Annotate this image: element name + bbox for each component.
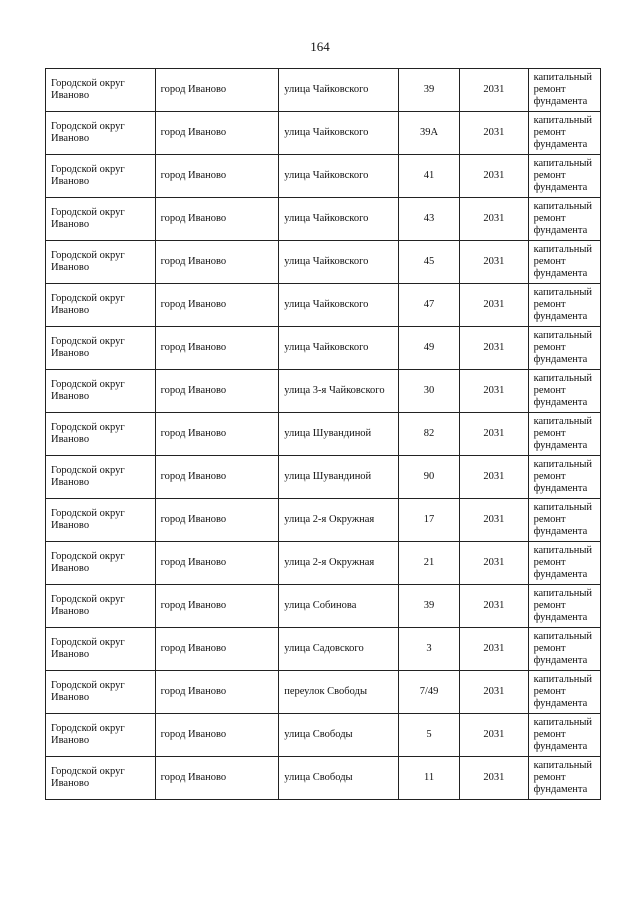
work-type-cell: капитальный ремонт фундамента — [528, 69, 600, 112]
table-row — [46, 757, 601, 800]
year-cell: 2031 — [460, 198, 528, 241]
city-cell: город Иваново — [155, 327, 279, 370]
year-cell: 2031 — [460, 370, 528, 413]
year-cell: 2031 — [460, 69, 528, 112]
district-cell: Городской округ Иваново — [46, 456, 156, 499]
house-number-cell: 21 — [398, 542, 459, 585]
district-cell: Городской округ Иваново — [46, 241, 156, 284]
year-cell: 2031 — [460, 671, 528, 714]
work-type-cell: капитальный ремонт фундамента — [528, 284, 600, 327]
street-cell: улица Чайковского — [279, 112, 399, 155]
house-number-cell: 39А — [398, 112, 459, 155]
house-number-cell: 47 — [398, 284, 459, 327]
street-cell: улица 2-я Окружная — [279, 542, 399, 585]
table-row — [46, 585, 601, 628]
city-cell: город Иваново — [155, 628, 279, 671]
district-cell: Городской округ Иваново — [46, 284, 156, 327]
table-row — [46, 671, 601, 714]
house-number-cell: 43 — [398, 198, 459, 241]
work-type-cell: капитальный ремонт фундамента — [528, 628, 600, 671]
work-type-cell: капитальный ремонт фундамента — [528, 585, 600, 628]
house-number-cell: 82 — [398, 413, 459, 456]
table-row — [46, 714, 601, 757]
house-number-cell: 11 — [398, 757, 459, 800]
year-cell: 2031 — [460, 284, 528, 327]
work-type-cell: капитальный ремонт фундамента — [528, 241, 600, 284]
year-cell: 2031 — [460, 413, 528, 456]
city-cell: город Иваново — [155, 112, 279, 155]
table-row — [46, 413, 601, 456]
work-type-cell: капитальный ремонт фундамента — [528, 542, 600, 585]
table-body — [46, 69, 601, 800]
street-cell: улица Чайковского — [279, 327, 399, 370]
city-cell: город Иваново — [155, 585, 279, 628]
street-cell: улица Чайковского — [279, 198, 399, 241]
table-row — [46, 69, 601, 112]
house-number-cell: 39 — [398, 69, 459, 112]
street-cell: улица Чайковского — [279, 241, 399, 284]
street-cell: улица 2-я Окружная — [279, 499, 399, 542]
street-cell: улица Чайковского — [279, 69, 399, 112]
city-cell: город Иваново — [155, 714, 279, 757]
house-number-cell: 7/49 — [398, 671, 459, 714]
district-cell: Городской округ Иваново — [46, 585, 156, 628]
work-type-cell: капитальный ремонт фундамента — [528, 413, 600, 456]
street-cell: улица Собинова — [279, 585, 399, 628]
district-cell: Городской округ Иваново — [46, 714, 156, 757]
city-cell: город Иваново — [155, 284, 279, 327]
work-type-cell: капитальный ремонт фундамента — [528, 198, 600, 241]
work-type-cell: капитальный ремонт фундамента — [528, 671, 600, 714]
work-type-cell: капитальный ремонт фундамента — [528, 499, 600, 542]
house-number-cell: 45 — [398, 241, 459, 284]
city-cell: город Иваново — [155, 413, 279, 456]
district-cell: Городской округ Иваново — [46, 69, 156, 112]
street-cell: улица 3-я Чайковского — [279, 370, 399, 413]
street-cell: улица Свободы — [279, 714, 399, 757]
street-cell: улица Садовского — [279, 628, 399, 671]
work-type-cell: капитальный ремонт фундамента — [528, 155, 600, 198]
table-row — [46, 155, 601, 198]
city-cell: город Иваново — [155, 499, 279, 542]
city-cell: город Иваново — [155, 671, 279, 714]
year-cell: 2031 — [460, 241, 528, 284]
city-cell: город Иваново — [155, 69, 279, 112]
city-cell: город Иваново — [155, 757, 279, 800]
year-cell: 2031 — [460, 585, 528, 628]
district-cell: Городской округ Иваново — [46, 628, 156, 671]
year-cell: 2031 — [460, 155, 528, 198]
table-row — [46, 198, 601, 241]
district-cell: Городской округ Иваново — [46, 413, 156, 456]
table-row — [46, 241, 601, 284]
work-type-cell: капитальный ремонт фундамента — [528, 714, 600, 757]
year-cell: 2031 — [460, 757, 528, 800]
house-number-cell: 30 — [398, 370, 459, 413]
street-cell: улица Шувандиной — [279, 456, 399, 499]
city-cell: город Иваново — [155, 370, 279, 413]
house-number-cell: 5 — [398, 714, 459, 757]
district-cell: Городской округ Иваново — [46, 757, 156, 800]
year-cell: 2031 — [460, 456, 528, 499]
table-row — [46, 542, 601, 585]
work-type-cell: капитальный ремонт фундамента — [528, 456, 600, 499]
table-row — [46, 370, 601, 413]
house-number-cell: 49 — [398, 327, 459, 370]
city-cell: город Иваново — [155, 241, 279, 284]
street-cell: улица Чайковского — [279, 284, 399, 327]
district-cell: Городской округ Иваново — [46, 327, 156, 370]
table-row — [46, 112, 601, 155]
housing-repair-table — [45, 68, 601, 800]
work-type-cell: капитальный ремонт фундамента — [528, 112, 600, 155]
district-cell: Городской округ Иваново — [46, 112, 156, 155]
city-cell: город Иваново — [155, 542, 279, 585]
work-type-cell: капитальный ремонт фундамента — [528, 327, 600, 370]
house-number-cell: 3 — [398, 628, 459, 671]
year-cell: 2031 — [460, 628, 528, 671]
district-cell: Городской округ Иваново — [46, 542, 156, 585]
district-cell: Городской округ Иваново — [46, 671, 156, 714]
house-number-cell: 41 — [398, 155, 459, 198]
work-type-cell: капитальный ремонт фундамента — [528, 757, 600, 800]
street-cell: переулок Свободы — [279, 671, 399, 714]
house-number-cell: 39 — [398, 585, 459, 628]
work-type-cell: капитальный ремонт фундамента — [528, 370, 600, 413]
table-row — [46, 284, 601, 327]
year-cell: 2031 — [460, 327, 528, 370]
table-row — [46, 499, 601, 542]
house-number-cell: 17 — [398, 499, 459, 542]
year-cell: 2031 — [460, 112, 528, 155]
page-number: 164 — [310, 39, 330, 54]
year-cell: 2031 — [460, 542, 528, 585]
street-cell: улица Свободы — [279, 757, 399, 800]
street-cell: улица Шувандиной — [279, 413, 399, 456]
district-cell: Городской округ Иваново — [46, 198, 156, 241]
district-cell: Городской округ Иваново — [46, 370, 156, 413]
table-row — [46, 628, 601, 671]
city-cell: город Иваново — [155, 456, 279, 499]
city-cell: город Иваново — [155, 198, 279, 241]
street-cell: улица Чайковского — [279, 155, 399, 198]
table-row — [46, 327, 601, 370]
district-cell: Городской округ Иваново — [46, 499, 156, 542]
year-cell: 2031 — [460, 499, 528, 542]
district-cell: Городской округ Иваново — [46, 155, 156, 198]
year-cell: 2031 — [460, 714, 528, 757]
table-row — [46, 456, 601, 499]
city-cell: город Иваново — [155, 155, 279, 198]
house-number-cell: 90 — [398, 456, 459, 499]
